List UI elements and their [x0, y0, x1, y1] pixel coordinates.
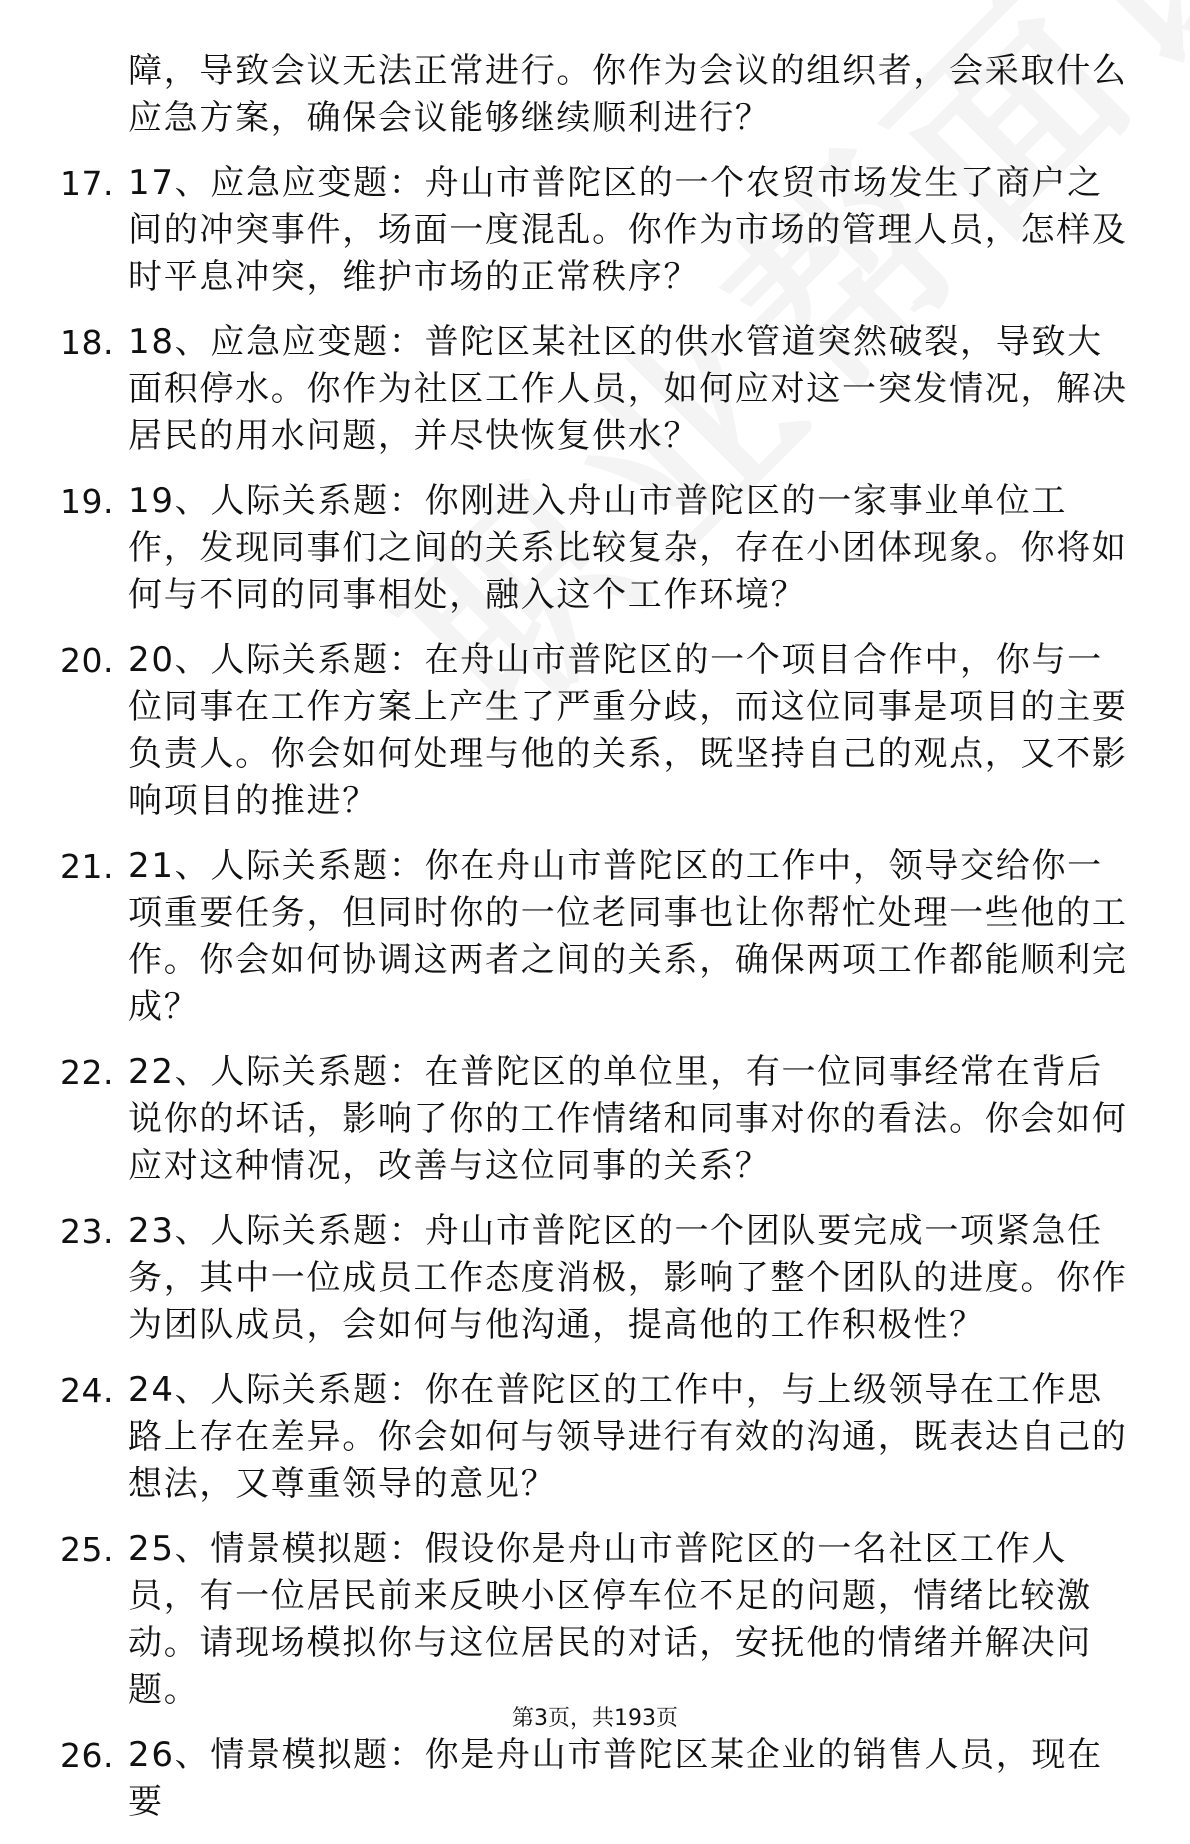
- list-item: [60, 637, 1140, 825]
- item-number: 25.: [60, 1530, 114, 1569]
- list-item: [60, 1732, 1140, 1826]
- item-text: 17、应急应变题：舟山市普陀区的一个农贸市场发生了商户之间的冲突事件，场面一度混乱。你作为市场的管理人员，怎样及时平息冲突，维护市场的正常秩序？: [128, 163, 1128, 297]
- item-number: 26.: [60, 1736, 114, 1775]
- continuation-text: 障，导致会议无法正常进行。你作为会议的组织者，会采取什么应急方案，确保会议能够继续顺利进行？: [128, 51, 1128, 138]
- list-item: [60, 160, 1140, 301]
- item-number: 18.: [60, 323, 114, 362]
- item-text: 23、人际关系题：舟山市普陀区的一个团队要完成一项紧急任务，其中一位成员工作态度消极，影响了整个团队的进度。你作为团队成员，会如何与他沟通，提高他的工作积极性？: [128, 1211, 1128, 1345]
- item-text: 22、人际关系题：在普陀区的单位里，有一位同事经常在背后说你的坏话，影响了你的工作情绪和同事对你的看法。你会如何应对这种情况，改善与这位同事的关系？: [128, 1052, 1128, 1186]
- page-number: 第3页，共193页: [512, 1706, 678, 1731]
- item-number: 22.: [60, 1053, 114, 1092]
- item-number: 20.: [60, 641, 114, 680]
- item-number: 17.: [60, 164, 114, 203]
- list-item: [60, 319, 1140, 460]
- item-text: 18、应急应变题：普陀区某社区的供水管道突然破裂，导致大面积停水。你作为社区工作人员，如何应对这一突发情况，解决居民的用水问题，并尽快恢复供水？: [128, 322, 1128, 456]
- list-item: [60, 843, 1140, 1031]
- item-number: 24.: [60, 1371, 114, 1410]
- item-text: 25、情景模拟题：假设你是舟山市普陀区的一名社区工作人员，有一位居民前来反映小区停车位不足的问题，情绪比较激动。请现场模拟你与这位居民的对话，安抚他的情绪并解决问题。: [128, 1529, 1092, 1710]
- list-item: [60, 478, 1140, 619]
- item-number: 23.: [60, 1212, 114, 1251]
- item-text: 21、人际关系题：你在舟山市普陀区的工作中，领导交给你一项重要任务，但同时你的一位老同事也让你帮忙处理一些他的工作。你会如何协调这两者之间的关系，确保两项工作都能顺利完成？: [128, 846, 1128, 1027]
- continuation-paragraph: [60, 48, 1140, 142]
- list-item: [60, 1526, 1140, 1714]
- item-text: 26、情景模拟题：你是舟山市普陀区某企业的销售人员，现在要: [128, 1735, 1103, 1822]
- item-text: 19、人际关系题：你刚进入舟山市普陀区的一家事业单位工作，发现同事们之间的关系比较复杂，存在小团体现象。你将如何与不同的同事相处，融入这个工作环境？: [128, 481, 1128, 615]
- document-body: [60, 48, 1140, 1844]
- list-item: [60, 1049, 1140, 1190]
- list-item: [60, 1367, 1140, 1508]
- item-text: 24、人际关系题：你在普陀区的工作中，与上级领导在工作思路上存在差异。你会如何与领导进行有效的沟通，既表达自己的想法，又尊重领导的意见？: [128, 1370, 1128, 1504]
- item-number: 19.: [60, 482, 114, 521]
- item-text: 20、人际关系题：在舟山市普陀区的一个项目合作中，你与一位同事在工作方案上产生了严重分歧，而这位同事是项目的主要负责人。你会如何处理与他的关系，既坚持自己的观点，又不影响项目的推进？: [128, 640, 1128, 821]
- item-number: 21.: [60, 847, 114, 886]
- list-item: [60, 1208, 1140, 1349]
